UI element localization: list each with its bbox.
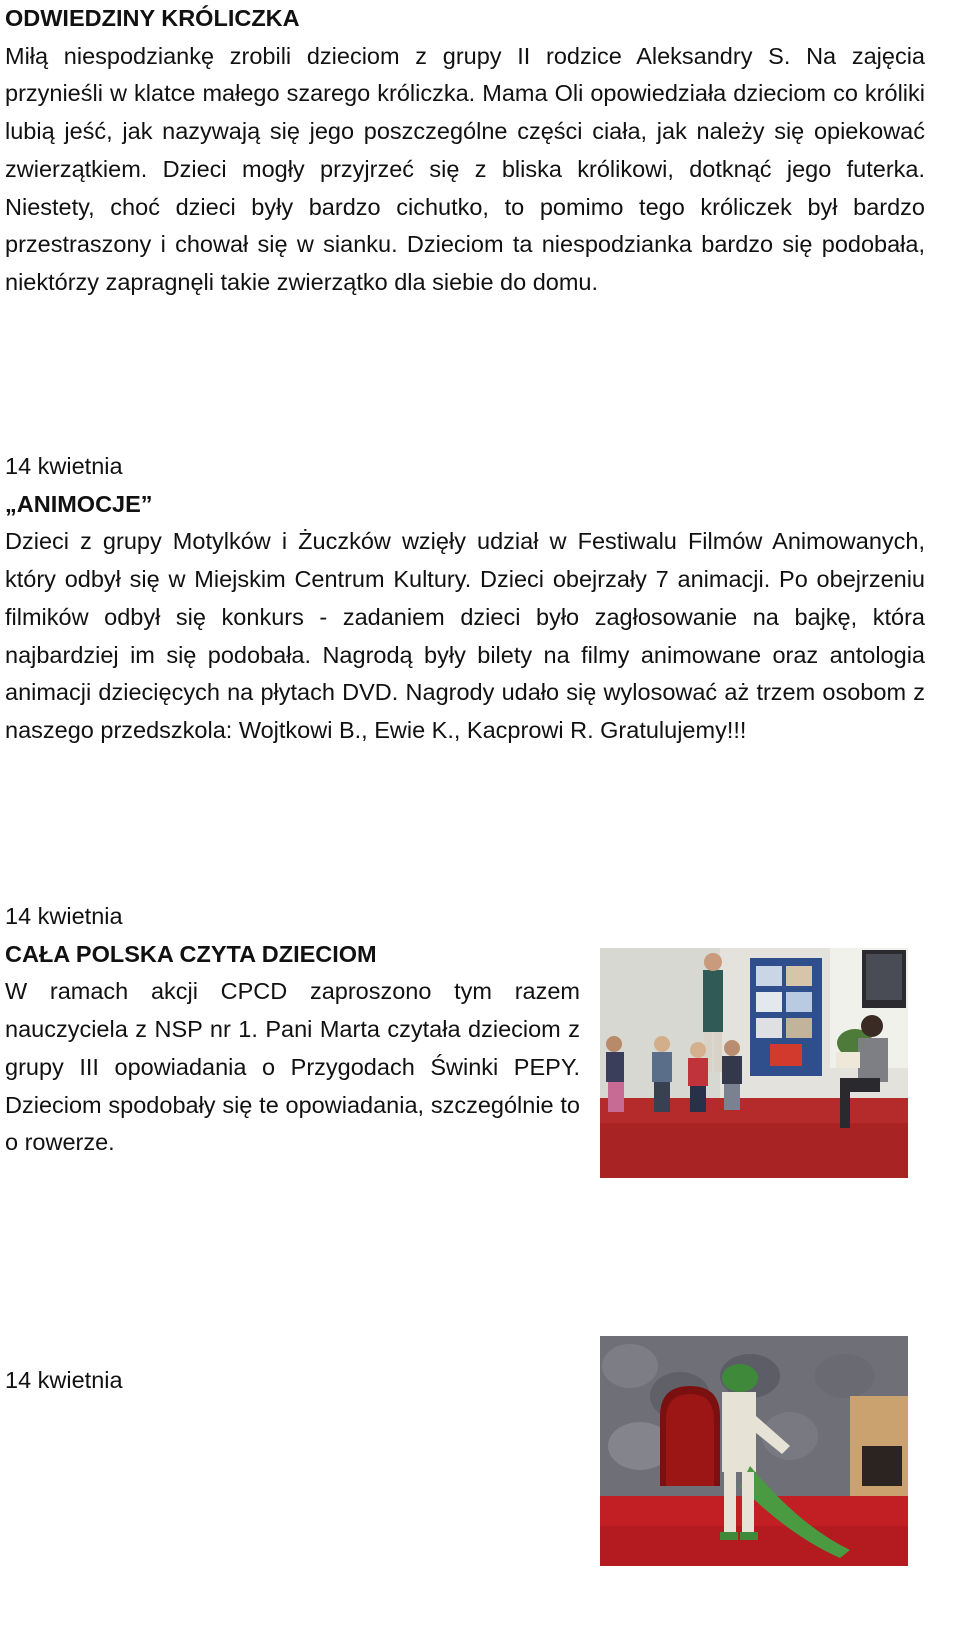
reading-photo [600, 948, 908, 1178]
section-body: Miłą niespodziankę zrobili dzieciom z grupy II rodzice Aleksandry S. Na zajęcia przynieśli w klatce małego szarego króliczka. Mama Oli opowiedziała dzieciom co króliki lubią jeść, jak nazywają się jego poszczególne części ciała, jak należy się opiekować zwierzątkiem. Dzieci mogły przyjrzeć się z bliska królikowi, dotknąć jego futerka. Niestety, choć dzieci były bardzo cichutko, to pomimo tego króliczek był bardzo przestraszony i chował się w sianku. Dzieciom ta niespodzianka bardzo się podobała, niektórzy zapragnęli takie zwierzątko dla siebie do domu. [5, 42, 925, 295]
section-date: 14 kwietnia [5, 453, 123, 479]
section-date: 14 kwietnia [5, 1367, 123, 1393]
section-cpcd [5, 898, 580, 1162]
section-title: „ANIMOCJE” [5, 490, 153, 517]
costume-photo-image [600, 1336, 908, 1566]
section-theatre [5, 1362, 565, 1400]
costume-photo [600, 1336, 908, 1566]
section-body: W ramach akcji CPCD zaproszono tym razem nauczyciela z NSP nr 1. Pani Marta czytała dzieciom z grupy III opowiadania o Przygodach Świnki PEPY. Dzieciom spodobały się te opowiadania, szczególnie to o rowerze. [5, 978, 580, 1156]
section-animocje [5, 448, 925, 750]
reading-photo-image [600, 948, 908, 1178]
section-date: 14 kwietnia [5, 903, 123, 929]
section-title: CAŁA POLSKA CZYTA DZIECIOM [5, 940, 377, 967]
section-title: ODWIEDZINY KRÓLICZKA [5, 5, 300, 31]
section-body: Dzieci z grupy Motylków i Żuczków wzięły udział w Festiwalu Filmów Animowanych, który odbył się w Miejskim Centrum Kultury. Dzieci obejrzały 7 animacji. Po obejrzeniu filmików odbył się konkurs - zadaniem dzieci było zagłosowanie na bajkę, która najbardziej im się podobała. Nagrodą były bilety na filmy animowane oraz antologia animacji dziecięcych na płytach DVD. Nagrody udało się wylosować aż trzem osobom z naszego przedszkola: Wojtkowi B., Ewie K., Kacprowi R. Gratulujemy!!! [5, 528, 925, 743]
section-rabbit-visit [5, 0, 925, 302]
